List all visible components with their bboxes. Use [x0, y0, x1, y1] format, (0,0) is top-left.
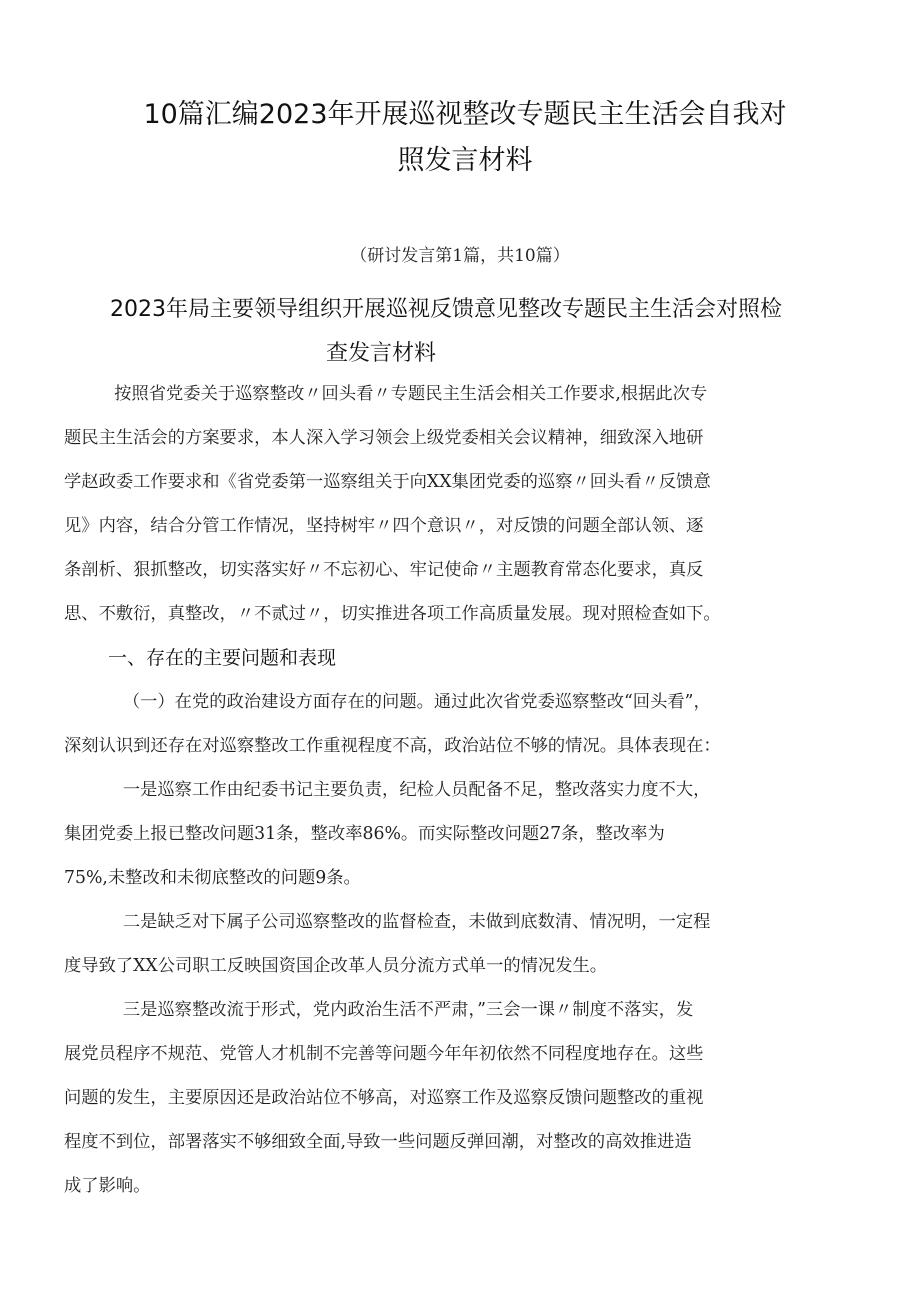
paragraph-political-building	[64, 680, 884, 768]
paragraph-point-three	[64, 988, 884, 1208]
paragraph-line: 条剖析、狠抓整改，切实落实好〃不忘初心、牢记使命〃主题教育常态化要求，真反	[64, 560, 704, 580]
paragraph-line: 二是缺乏对下属子公司巡察整改的监督检查，未做到底数清、情况明，一定程	[122, 912, 711, 932]
series-note: （研讨发言第1篇，共10篇）	[350, 246, 570, 266]
section-title-line-1: 2023年局主要领导组织开展巡视反馈意见整改专题民主生活会对照检	[110, 297, 782, 322]
paragraph-line: 集团党委上报已整改问题31条，整改率86%。而实际整改问题27条，整改率为	[64, 824, 665, 844]
title-line-2: 照发言材料	[397, 145, 533, 176]
paragraph-line: 三是巡察整改流于形式，党内政治生活不严肃，”三会一课〃制度不落实，发	[122, 1000, 694, 1020]
paragraph-line: 成了影响。	[64, 1176, 151, 1196]
paragraph-line: 学赵政委工作要求和《省党委第一巡察组关于向XX集团党委的巡察〃回头看〃反馈意	[64, 472, 711, 492]
paragraph-line: 思、不敷衍，真整改，〃不贰过〃，切实推进各项工作高质量发展。现对照检查如下。	[64, 604, 721, 624]
paragraph-line: 深刻认识到还存在对巡察整改工作重视程度不高，政治站位不够的情况。具体表现在：	[64, 736, 721, 756]
paragraph-line: 75%,未整改和未彻底整改的问题9条。	[64, 868, 361, 888]
paragraph-line: 问题的发生，主要原因还是政治站位不够高，对巡察工作及巡察反馈问题整改的重视	[64, 1088, 704, 1108]
paragraph-line: 见》内容，结合分管工作情况，坚持树牢〃四个意识〃，对反馈的问题全部认领、逐	[64, 516, 704, 536]
paragraph-line: 题民主生活会的方案要求，本人深入学习领会上级党委相关会议精神，细致深入地研	[64, 428, 704, 448]
paragraph-line: 按照省党委关于巡察整改〃回头看〃专题民主生活会相关工作要求,根据此次专	[114, 384, 708, 404]
document-body	[64, 372, 884, 1208]
paragraph-point-one	[64, 768, 884, 900]
document-title	[95, 92, 835, 184]
title-line-1: 10篇汇编2023年开展巡视整改专题民主生活会自我对	[143, 99, 787, 130]
paragraph-line: 度导致了XX公司职工反映国资国企改革人员分流方式单一的情况发生。	[64, 956, 608, 976]
paragraph-line: 程度不到位，部署落实不够细致全面,导致一些问题反弹回潮，对整改的高效推进造	[64, 1132, 692, 1152]
paragraph-line: 展党员程序不规范、党管人才机制不完善等问题今年年初依然不同程度地存在。这些	[64, 1044, 704, 1064]
heading-main-problems: 一、存在的主要问题和表现	[108, 647, 337, 669]
paragraph-line: （一）在党的政治建设方面存在的问题。通过此次省党委巡察整改“回头看”，	[122, 692, 711, 712]
paragraph-intro	[64, 372, 884, 636]
paragraph-point-two	[64, 900, 884, 988]
section-title-line-2: 查发言材料	[326, 341, 437, 366]
section-title	[110, 288, 880, 376]
paragraph-line: 一是巡察工作由纪委书记主要负责，纪检人员配备不足，整改落实力度不大，	[122, 780, 711, 800]
